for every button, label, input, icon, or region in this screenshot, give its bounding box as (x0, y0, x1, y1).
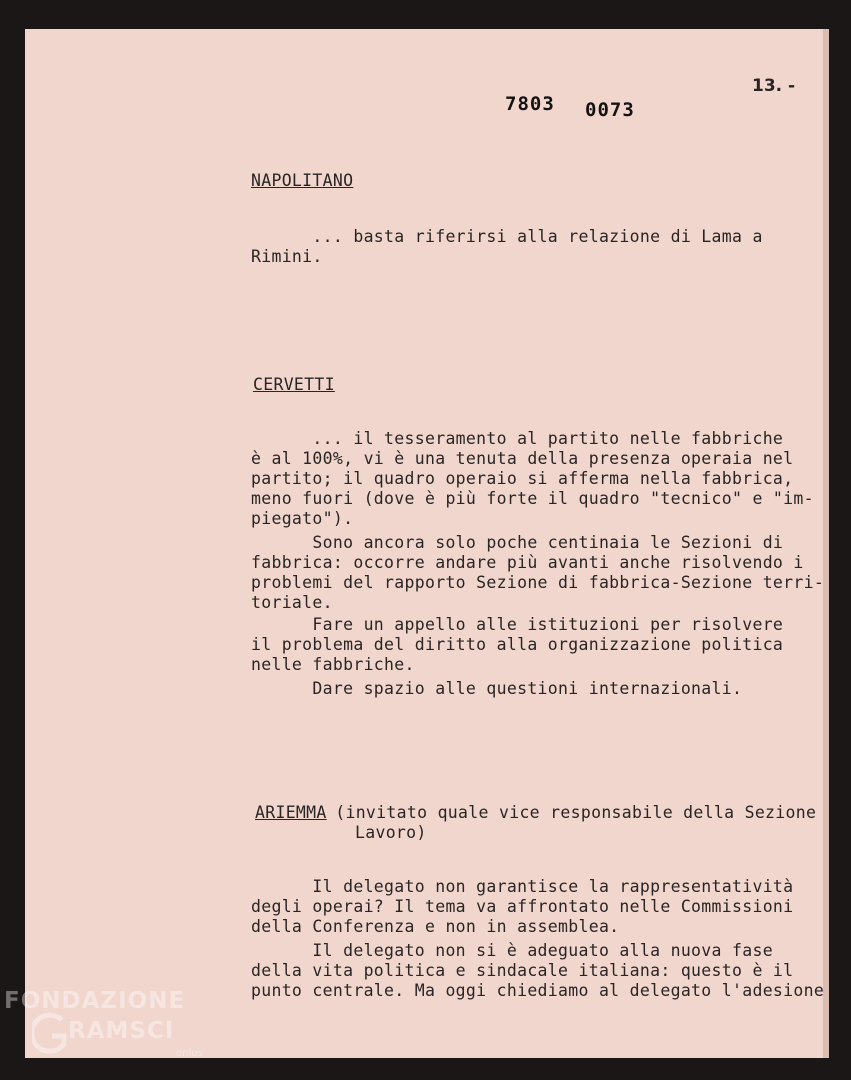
text-line: Dare spazio alle questioni internazionali. (251, 679, 743, 698)
text-line: ... basta riferirsi alla relazione di Lama a (251, 227, 763, 246)
text-line: della vita politica e sindacale italiana: questo è il (251, 961, 794, 980)
text-line: il problema del diritto alla organizzazione politica (251, 635, 784, 654)
text-line: (invitato quale vice responsabile della Sezione (325, 803, 817, 822)
speaker-ariemma: ARIEMMA (255, 803, 327, 822)
text-line: fabbrica: occorre andare più avanti anche risolvendo i (251, 553, 804, 572)
text-line: partito; il quadro operaio si afferma nella fabbrica, (251, 469, 794, 488)
text-line: Lavoro) (355, 823, 427, 842)
text-line: degli operai? Il tema va affrontato nelle Commissioni (251, 897, 794, 916)
fondazione-gramsci-watermark (2, 988, 217, 1068)
watermark-line3: onlus (176, 1048, 203, 1059)
archive-stamp-left: 7803 (505, 93, 555, 115)
text-line: Rimini. (251, 247, 323, 266)
text-line: Il delegato non garantisce la rappresentatività (251, 877, 794, 896)
text-line: Il delegato non si è adeguato alla nuova fase (251, 941, 773, 960)
text-line: Fare un appello alle istituzioni per risolvere (251, 615, 784, 634)
archive-stamp-right: 0073 (585, 99, 635, 121)
page-edge (823, 29, 829, 1058)
text-line: piegato"). (251, 509, 354, 528)
speaker-napolitano: NAPOLITANO (251, 171, 354, 190)
watermark-line1: FONDAZIONE (4, 988, 186, 1014)
text-line: Sono ancora solo poche centinaia le Sezioni di (251, 533, 784, 552)
text-line: toriale. (251, 593, 333, 612)
watermark-line2: RAMSCI (68, 1018, 175, 1044)
page-number: 13. - (752, 76, 796, 96)
text-line: della Conferenza e non in assemblea. (251, 917, 620, 936)
text-line: nelle fabbriche. (251, 655, 415, 674)
speaker-cervetti: CERVETTI (253, 375, 335, 394)
gramsci-g-icon (32, 1010, 68, 1062)
text-line: punto centrale. Ma oggi chiediamo al delegato l'adesione (251, 981, 825, 1000)
text-line: ... il tesseramento al partito nelle fabbriche (251, 429, 784, 448)
text-line: meno fuori (dove è più forte il quadro "tecnico" e "im- (251, 489, 814, 508)
text-line: è al 100%, vi è una tenuta della presenza operaia nel (251, 449, 794, 468)
text-line: problemi del rapporto Sezione di fabbrica-Sezione terri- (251, 573, 825, 592)
